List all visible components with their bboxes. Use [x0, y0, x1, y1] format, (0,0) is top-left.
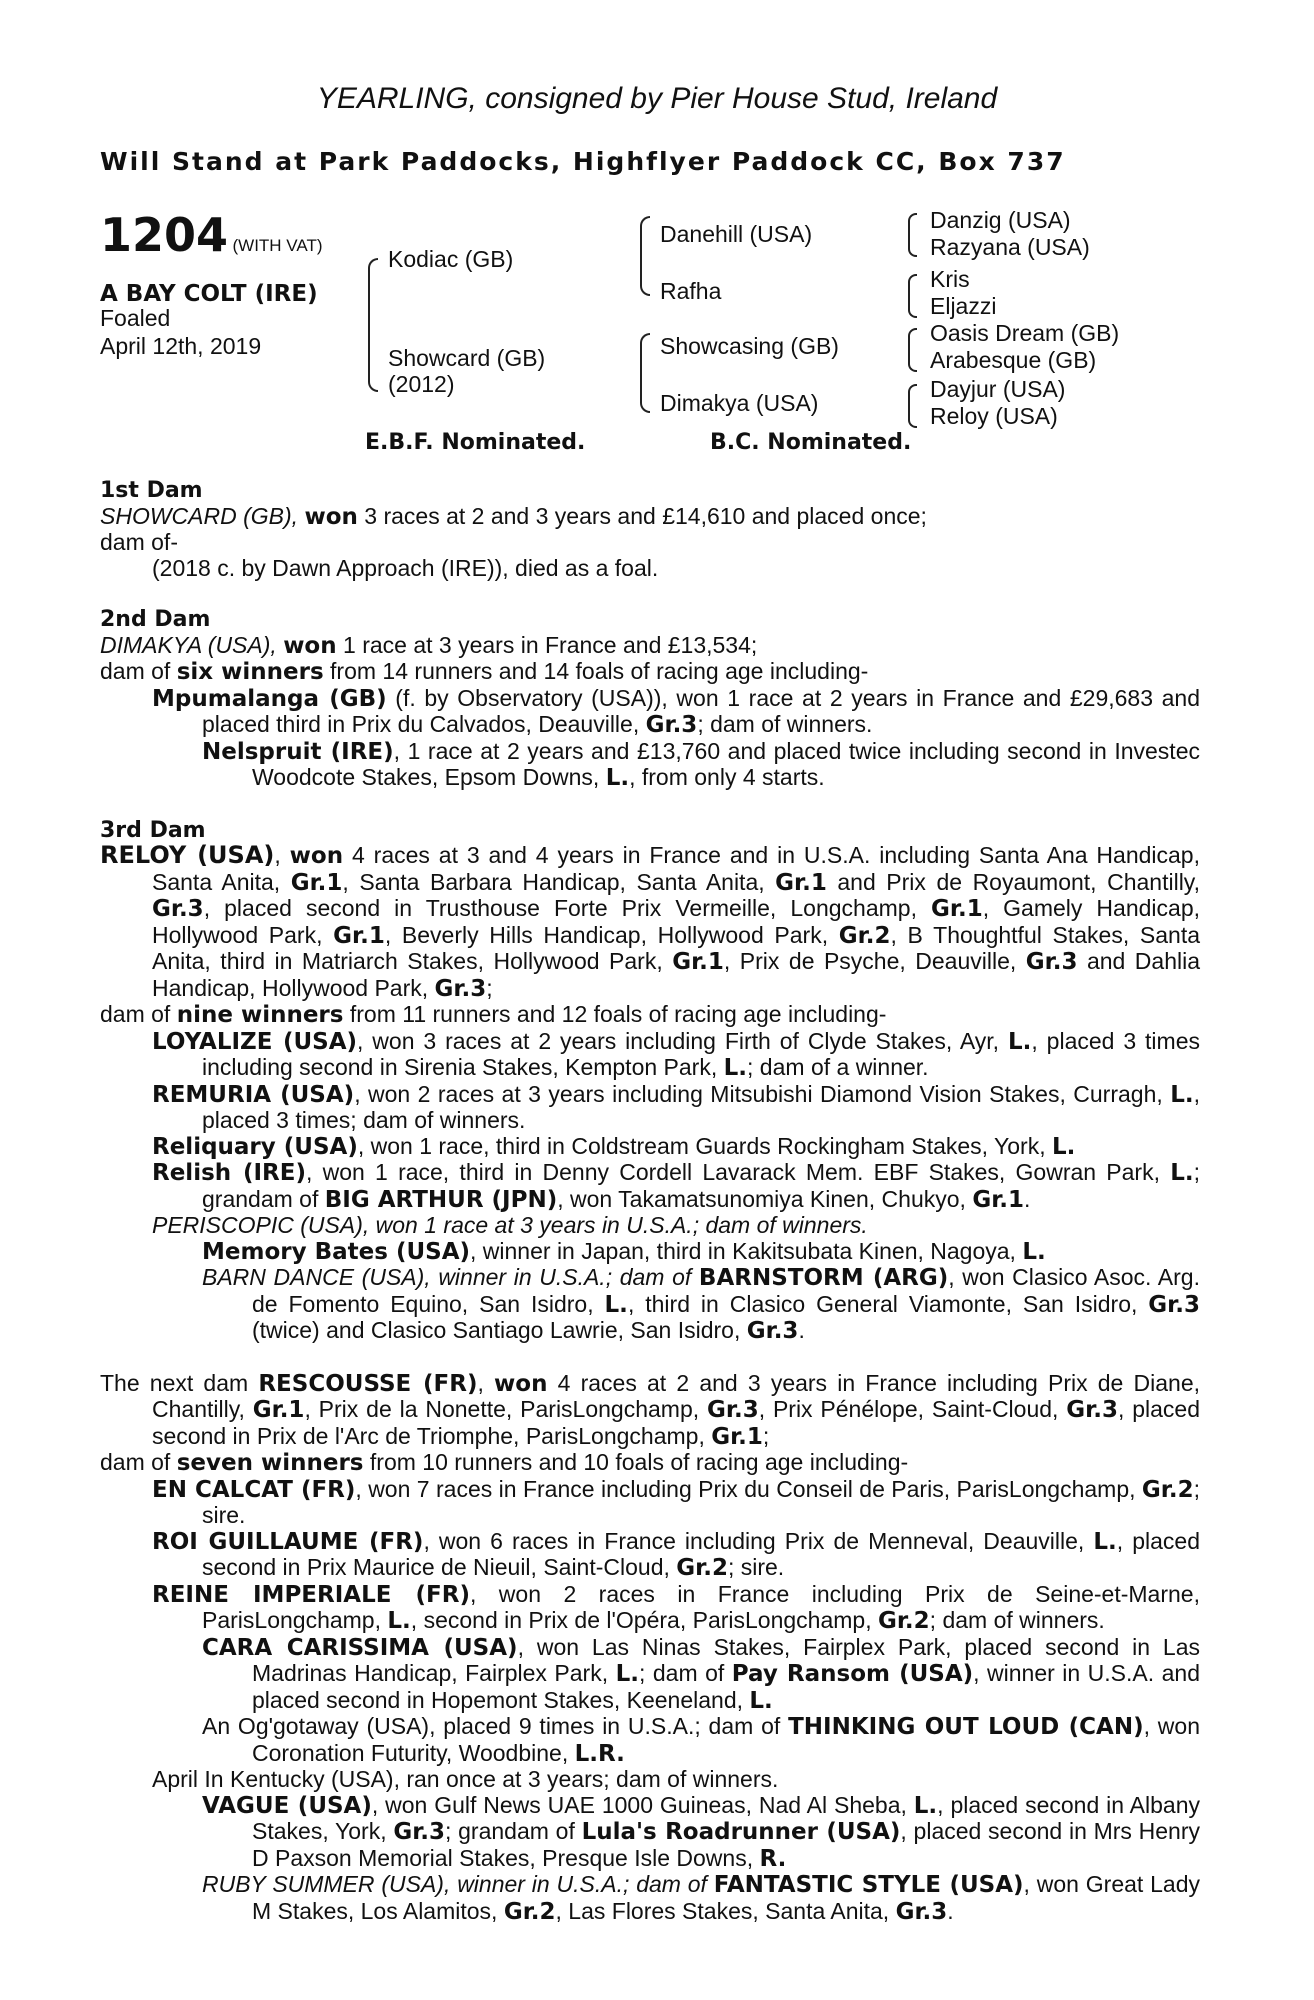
- sire: Kodiac (GB): [388, 246, 514, 272]
- g3-arabesque: Arabesque (GB): [930, 347, 1097, 373]
- sire-dam: Rafha: [660, 278, 722, 304]
- g3-reloy: Reloy (USA): [930, 403, 1058, 429]
- dam-sire: Showcasing (GB): [660, 333, 839, 359]
- reloy-entry: RELOY (USA), won 4 races at 3 and 4 years in France and in U.S.A. including Santa Ana Handicap, Santa Anita, Gr.1, Santa Barbara Handicap, Santa Anita, Gr.1 and Prix de Royaumont, Chantilly, Gr.3, placed second in Trusthouse Forte Prix Vermeille, Longchamp, Gr.1, Gamely Handicap, Hollywood Park, Gr.1, Beverly Hills Handicap, Hollywood Park, Gr.2, B Thoughtful Stakes, Santa Anita, third in Matriarch Stakes, Hollywood Park, Gr.1, Prix de Psyche, Deauville, Gr.3 and Dahlia Handicap, Hollywood Park, Gr.3;: [100, 841, 1201, 1002]
- g3-danzig: Danzig (USA): [930, 207, 1071, 233]
- en-calcat-entry: EN CALCAT (FR), won 7 races in France including Prix du Conseil de Paris, ParisLongchamp, Gr.2; sire.: [152, 1475, 1200, 1528]
- stand-location: Will Stand at Park Paddocks, Highflyer Paddock CC, Box 737: [100, 147, 1066, 176]
- vat-note: (WITH VAT): [232, 236, 323, 255]
- sire-dam-brace: [368, 258, 378, 392]
- reliquary-entry: Reliquary (USA), won 1 race, third in Coldstream Guards Rockingham Stakes, York, L.: [152, 1132, 1076, 1160]
- g3-brace-4: [908, 384, 917, 428]
- g3-brace-2: [908, 274, 917, 318]
- reloy-dam-of: dam of nine winners from 11 runners and 12 foals of racing age including-: [100, 1001, 887, 1028]
- g3-brace-3: [908, 328, 917, 372]
- first-dam-heading: 1st Dam: [100, 478, 203, 503]
- consignment-title: YEARLING, consigned by Pier House Stud, Ireland: [316, 82, 998, 115]
- relish-entry: Relish (IRE), won 1 race, third in Denny Cordell Lavarack Mem. EBF Stakes, Gowran Park, L.; grandam of BIG ARTHUR (JPN), won Takamatsunomiya Kinen, Chukyo, Gr.1.: [152, 1159, 1201, 1213]
- first-dam-line-2: dam of-: [100, 529, 178, 555]
- loyalize-entry: LOYALIZE (USA), won 3 races at 2 years including Firth of Clyde Stakes, Ayr, L., placed 3 times including second in Sirenia Stakes, Kempton Park, L.; dam of a winner.: [152, 1027, 1200, 1081]
- sire-line-brace: [640, 216, 650, 296]
- dam: Showcard (GB): [388, 345, 546, 371]
- foaled-date: April 12th, 2019: [100, 333, 262, 359]
- horse-name: A BAY COLT (IRE): [100, 281, 318, 307]
- g3-eljazzi: Eljazzi: [930, 293, 997, 319]
- g3-kris: Kris: [930, 266, 970, 292]
- dam-line-brace: [640, 333, 650, 413]
- cara-carissima-entry: CARA CARISSIMA (USA), won Las Ninas Stakes, Fairplex Park, placed second in Las Madrinas Handicap, Fairplex Park, L.; dam of Pay Ransom (USA), winner in U.S.A. and placed second in Hopemont Stakes, Keeneland, L.: [202, 1633, 1200, 1714]
- ebf-nominated: E.B.F. Nominated.: [365, 430, 586, 455]
- first-dam-produce: (2018 c. by Dawn Approach (IRE)), died as a foal.: [152, 554, 659, 581]
- foaled-label: Foaled: [100, 305, 171, 331]
- dam-dam: Dimakya (USA): [660, 390, 819, 416]
- mpumalanga-entry: Mpumalanga (GB) (f. by Observatory (USA)), won 1 race at 2 years in France and £29,683 and placed third in Prix du Calvados, Deauville, Gr.3; dam of winners.: [152, 684, 1200, 738]
- g3-brace-1: [908, 213, 917, 257]
- roi-guillaume-entry: ROI GUILLAUME (FR), won 6 races in France including Prix de Menneval, Deauville, L., placed second in Prix Maurice de Nieuil, Saint-Cloud, Gr.2; sire.: [152, 1527, 1200, 1581]
- first-dam-line-1: SHOWCARD (GB), won 3 races at 2 and 3 years and £14,610 and placed once;: [100, 502, 927, 530]
- produce-record: [100, 478, 1200, 1925]
- periscopic-entry: PERISCOPIC (USA), won 1 race at 3 years in U.S.A.; dam of winners.: [152, 1212, 868, 1238]
- bc-nominated: B.C. Nominated.: [710, 430, 912, 455]
- lot-number-row: [100, 208, 323, 262]
- sire-sire: Danehill (USA): [660, 221, 813, 247]
- second-dam-line-2: dam of six winners from 14 runners and 14 foals of racing age including-: [100, 658, 869, 685]
- memory-bates-entry: Memory Bates (USA), winner in Japan, third in Kakitsubata Kinen, Nagoya, L.: [202, 1237, 1046, 1265]
- vague-entry: VAGUE (USA), won Gulf News UAE 1000 Guineas, Nad Al Sheba, L., placed second in Albany Stakes, York, Gr.3; grandam of Lula's Roadrunner (USA), placed second in Mrs Henry D Paxson Memorial Stakes, Presque Isle Downs, R.: [202, 1791, 1200, 1872]
- nelspruit-entry: Nelspruit (IRE), 1 race at 2 years and £13,760 and placed twice including second in Investec Woodcote Stakes, Epsom Downs, L., from only 4 starts.: [202, 737, 1200, 791]
- second-dam-line-1: DIMAKYA (USA), won 1 race at 3 years in France and £13,534;: [100, 631, 758, 659]
- barn-dance-entry: BARN DANCE (USA), winner in U.S.A.; dam of BARNSTORM (ARG), won Clasico Asoc. Arg. de Fomento Equino, San Isidro, L., third in Clasico General Viamonte, San Isidro, Gr.3 (twice) and Clasico Santiago Lawrie, San Isidro, Gr.3.: [202, 1264, 1200, 1344]
- oggotaway-entry: An Og'gotaway (USA), placed 9 times in U.S.A.; dam of THINKING OUT LOUD (CAN), won Coronation Futurity, Woodbine, L.R.: [202, 1713, 1200, 1767]
- remuria-entry: REMURIA (USA), won 2 races at 3 years including Mitsubishi Diamond Vision Stakes, Curragh, L., placed 3 times; dam of winners.: [152, 1080, 1200, 1133]
- dam-year: (2012): [388, 371, 455, 397]
- ruby-summer-entry: RUBY SUMMER (USA), winner in U.S.A.; dam of FANTASTIC STYLE (USA), won Great Lady M Stakes, Los Alamitos, Gr.2, Las Flores Stakes, Santa Anita, Gr.3.: [202, 1871, 1200, 1925]
- reine-imperiale-entry: REINE IMPERIALE (FR), won 2 races in France including Prix de Seine-et-Marne, ParisLongchamp, L., second in Prix de l'Opéra, ParisLongchamp, Gr.2; dam of winners.: [152, 1580, 1200, 1634]
- g3-oasis-dream: Oasis Dream (GB): [930, 320, 1120, 346]
- next-dam-entry: The next dam RESCOUSSE (FR), won 4 races at 2 and 3 years in France including Prix de Diane, Chantilly, Gr.1, Prix de la Nonette, ParisLongchamp, Gr.3, Prix Pénélope, Saint-Cloud, Gr.3, placed second in Prix de l'Arc de Triomphe, ParisLongchamp, Gr.1;: [100, 1369, 1201, 1450]
- g3-dayjur: Dayjur (USA): [930, 376, 1066, 402]
- third-dam-heading: 3rd Dam: [100, 817, 206, 843]
- next-dam-dam-of: dam of seven winners from 10 runners and 10 foals of racing age including-: [100, 1449, 909, 1476]
- second-dam-heading: 2nd Dam: [100, 607, 211, 632]
- lot-number: 1204: [100, 208, 229, 262]
- g3-razyana: Razyana (USA): [930, 234, 1090, 260]
- april-in-kentucky-entry: April In Kentucky (USA), ran once at 3 years; dam of winners.: [152, 1766, 779, 1792]
